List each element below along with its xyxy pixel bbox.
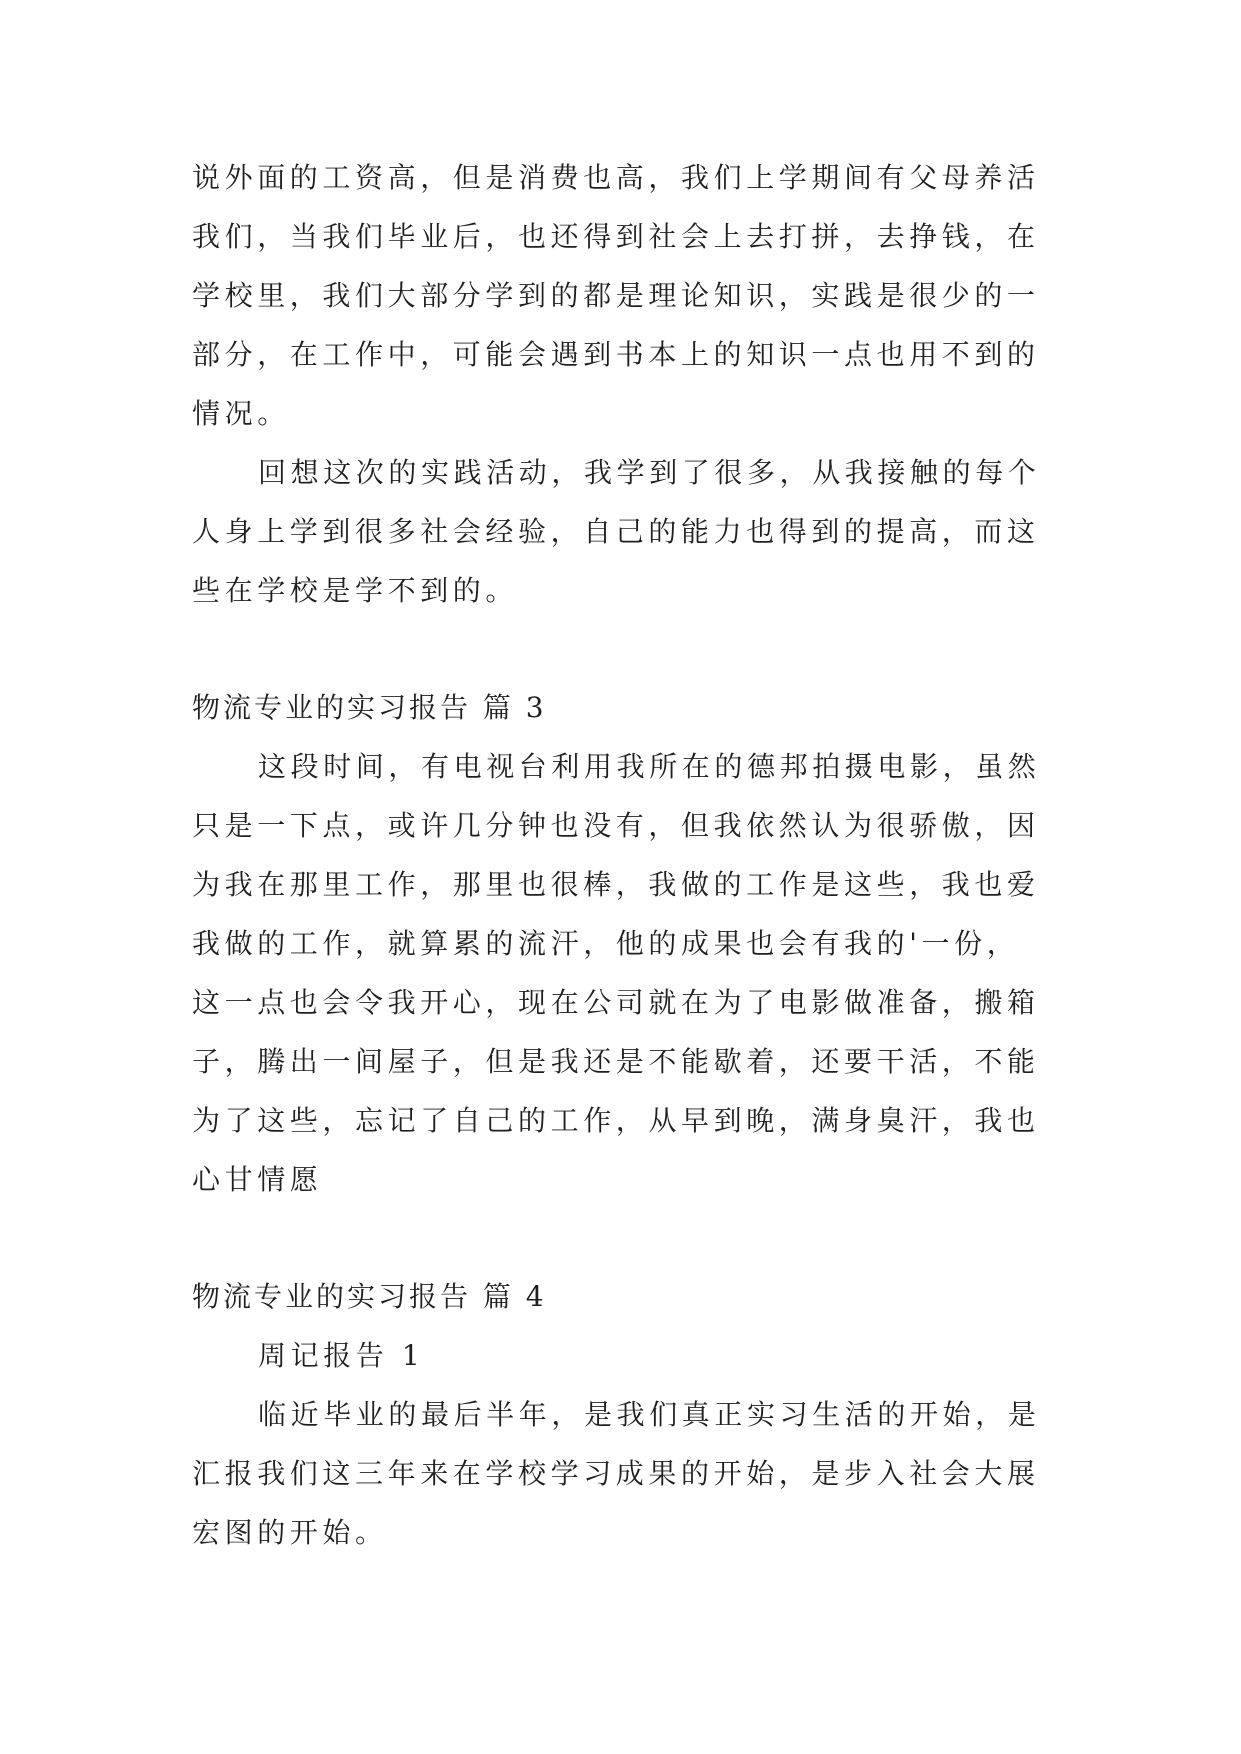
text-line: 部分，在工作中，可能会遇到书本上的知识一点也用不到的	[192, 338, 1040, 371]
text-line: 我做的工作，就算累的流汗，他的成果也会有我的'一份，	[192, 927, 1020, 960]
text-line: 我们，当我们毕业后，也还得到社会上去打拼，去挣钱，在	[192, 220, 1040, 253]
text-line: 为我在那里工作，那里也很棒，我做的工作是这些，我也爱	[192, 868, 1040, 901]
text-line: 这一点也会令我开心，现在公司就在为了电影做准备，搬箱	[192, 986, 1040, 1019]
text-line: 这段时间，有电视台利用我所在的德邦拍摄电影，虽然	[258, 750, 1041, 783]
text-line: 宏图的开始。	[192, 1516, 388, 1549]
text-line: 汇报我们这三年来在学校学习成果的开始，是步入社会大展	[192, 1457, 1040, 1490]
section-spacer	[192, 620, 1062, 678]
subheading-line: 周记报告 1	[258, 1339, 425, 1372]
text-line: 说外面的工资高，但是消费也高，我们上学期间有父母养活	[192, 161, 1040, 194]
paragraph	[192, 1326, 1062, 1385]
paragraph	[192, 737, 1062, 1209]
text-line: 为了这些，忘记了自己的工作，从早到晚，满身臭汗，我也	[192, 1104, 1040, 1137]
paragraph	[192, 1385, 1062, 1562]
paragraph	[192, 148, 1062, 443]
text-line: 学校里，我们大部分学到的都是理论知识，实践是很少的一	[192, 279, 1040, 312]
document-body	[192, 148, 1062, 1562]
text-line: 人身上学到很多社会经验，自己的能力也得到的提高，而这	[192, 515, 1040, 548]
paragraph	[192, 443, 1062, 620]
text-line: 临近毕业的最后半年，是我们真正实习生活的开始，是	[258, 1398, 1041, 1431]
text-line: 情况。	[192, 397, 290, 430]
text-line: 子，腾出一间屋子，但是我还是不能歇着，还要干活，不能	[192, 1045, 1040, 1078]
text-line: 些在学校是学不到的。	[192, 574, 519, 607]
section-spacer	[192, 1209, 1062, 1267]
text-line: 回想这次的实践活动，我学到了很多，从我接触的每个	[258, 456, 1041, 489]
text-line: 只是一下点，或许几分钟也没有，但我依然认为很骄傲，因	[192, 809, 1040, 842]
section-heading: 物流专业的实习报告 篇 3	[192, 691, 547, 724]
text-line: 心甘情愿	[192, 1163, 323, 1196]
section-heading: 物流专业的实习报告 篇 4	[192, 1280, 547, 1313]
